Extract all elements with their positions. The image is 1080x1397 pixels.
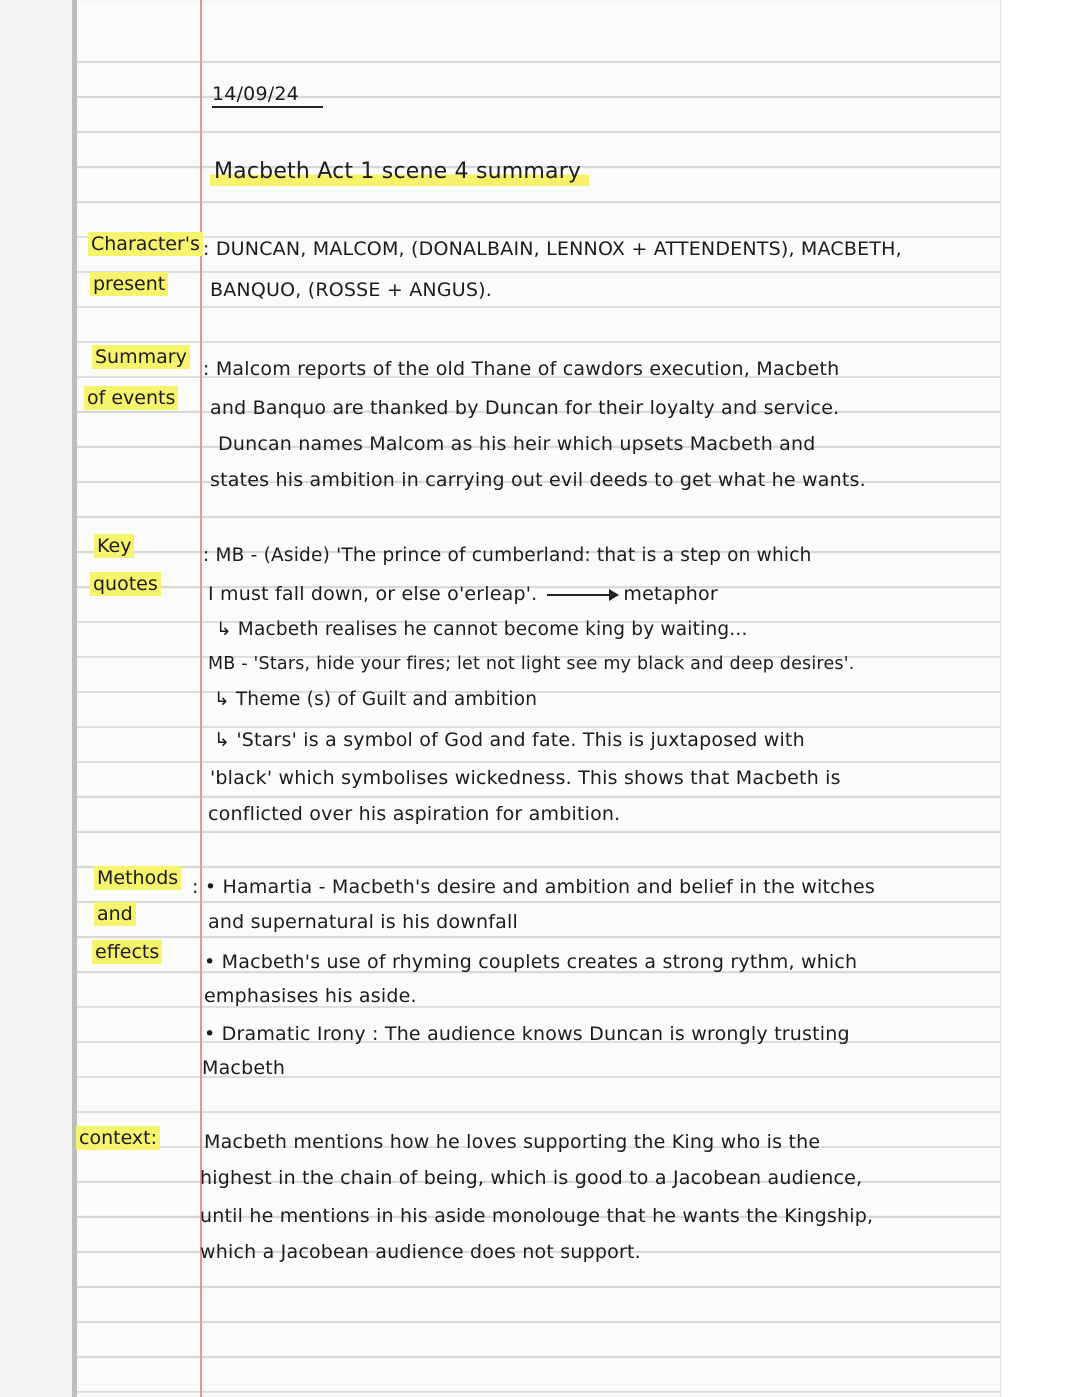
context-line-1: Macbeth mentions how he loves supporting the King who is the: [204, 1131, 821, 1153]
quote-line-2: [208, 582, 718, 606]
methods-line-1: : • Hamartia - Macbeth's desire and ambition and belief in the witches: [192, 876, 875, 898]
characters-line-2: BANQUO, (ROSSE + ANGUS).: [210, 279, 492, 301]
summary-line-3: Duncan names Malcom as his heir which upsets Macbeth and: [218, 433, 816, 455]
paper-edge: [1000, 0, 1080, 1397]
quote-line-7: 'black' which symbolises wickedness. This shows that Macbeth is: [210, 767, 841, 789]
characters-line-1: : DUNCAN, MALCOM, (DONALBAIN, LENNOX + ATTENDENTS), MACBETH,: [203, 238, 902, 260]
label-present: present: [90, 272, 168, 296]
label-of-events: of events: [84, 386, 178, 410]
quote-line-3: ↳ Macbeth realises he cannot become king by waiting...: [216, 619, 748, 640]
label-quotes: quotes: [90, 572, 161, 596]
note-date: 14/09/24: [212, 82, 323, 108]
note-title: Macbeth Act 1 scene 4 summary: [210, 160, 589, 186]
context-line-3: until he mentions in his aside monolouge that he wants the Kingship,: [200, 1205, 874, 1227]
methods-line-5: • Dramatic Irony : The audience knows Duncan is wrongly trusting: [204, 1023, 850, 1045]
quote-line-1: : MB - (Aside) 'The prince of cumberland: that is a step on which: [203, 545, 812, 566]
label-key: Key: [94, 534, 134, 558]
context-line-4: which a Jacobean audience does not support.: [200, 1241, 641, 1263]
summary-line-1: : Malcom reports of the old Thane of cawdors execution, Macbeth: [203, 358, 840, 380]
quote-line-2-text: I must fall down, or else o'erleap'.: [208, 583, 538, 605]
methods-line-2: and supernatural is his downfall: [208, 911, 518, 933]
label-characters: Character's: [88, 232, 203, 256]
label-summary: Summary: [92, 345, 190, 369]
quote-line-6: ↳ 'Stars' is a symbol of God and fate. This is juxtaposed with: [214, 729, 805, 751]
page-outer-edge: [0, 0, 72, 1397]
quote-line-5: ↳ Theme (s) of Guilt and ambition: [214, 689, 538, 710]
label-methods: Methods: [94, 866, 181, 890]
methods-line-4: emphasises his aside.: [204, 985, 417, 1007]
context-line-2: highest in the chain of being, which is good to a Jacobean audience,: [200, 1167, 863, 1189]
methods-line-3: • Macbeth's use of rhyming couplets creates a strong rythm, which: [204, 951, 858, 973]
label-and: and: [94, 902, 136, 926]
summary-line-2: and Banquo are thanked by Duncan for their loyalty and service.: [210, 397, 840, 419]
label-context: context:: [76, 1126, 160, 1150]
quote-line-8: conflicted over his aspiration for ambition.: [208, 803, 621, 825]
arrow-icon: [547, 594, 617, 596]
label-effects: effects: [92, 940, 162, 964]
metaphor-note: metaphor: [623, 583, 718, 605]
summary-line-4: states his ambition in carrying out evil deeds to get what he wants.: [210, 469, 866, 491]
methods-line-6: Macbeth: [202, 1057, 286, 1079]
quote-line-4: MB - 'Stars, hide your fires; let not light see my black and deep desires'.: [208, 654, 855, 674]
